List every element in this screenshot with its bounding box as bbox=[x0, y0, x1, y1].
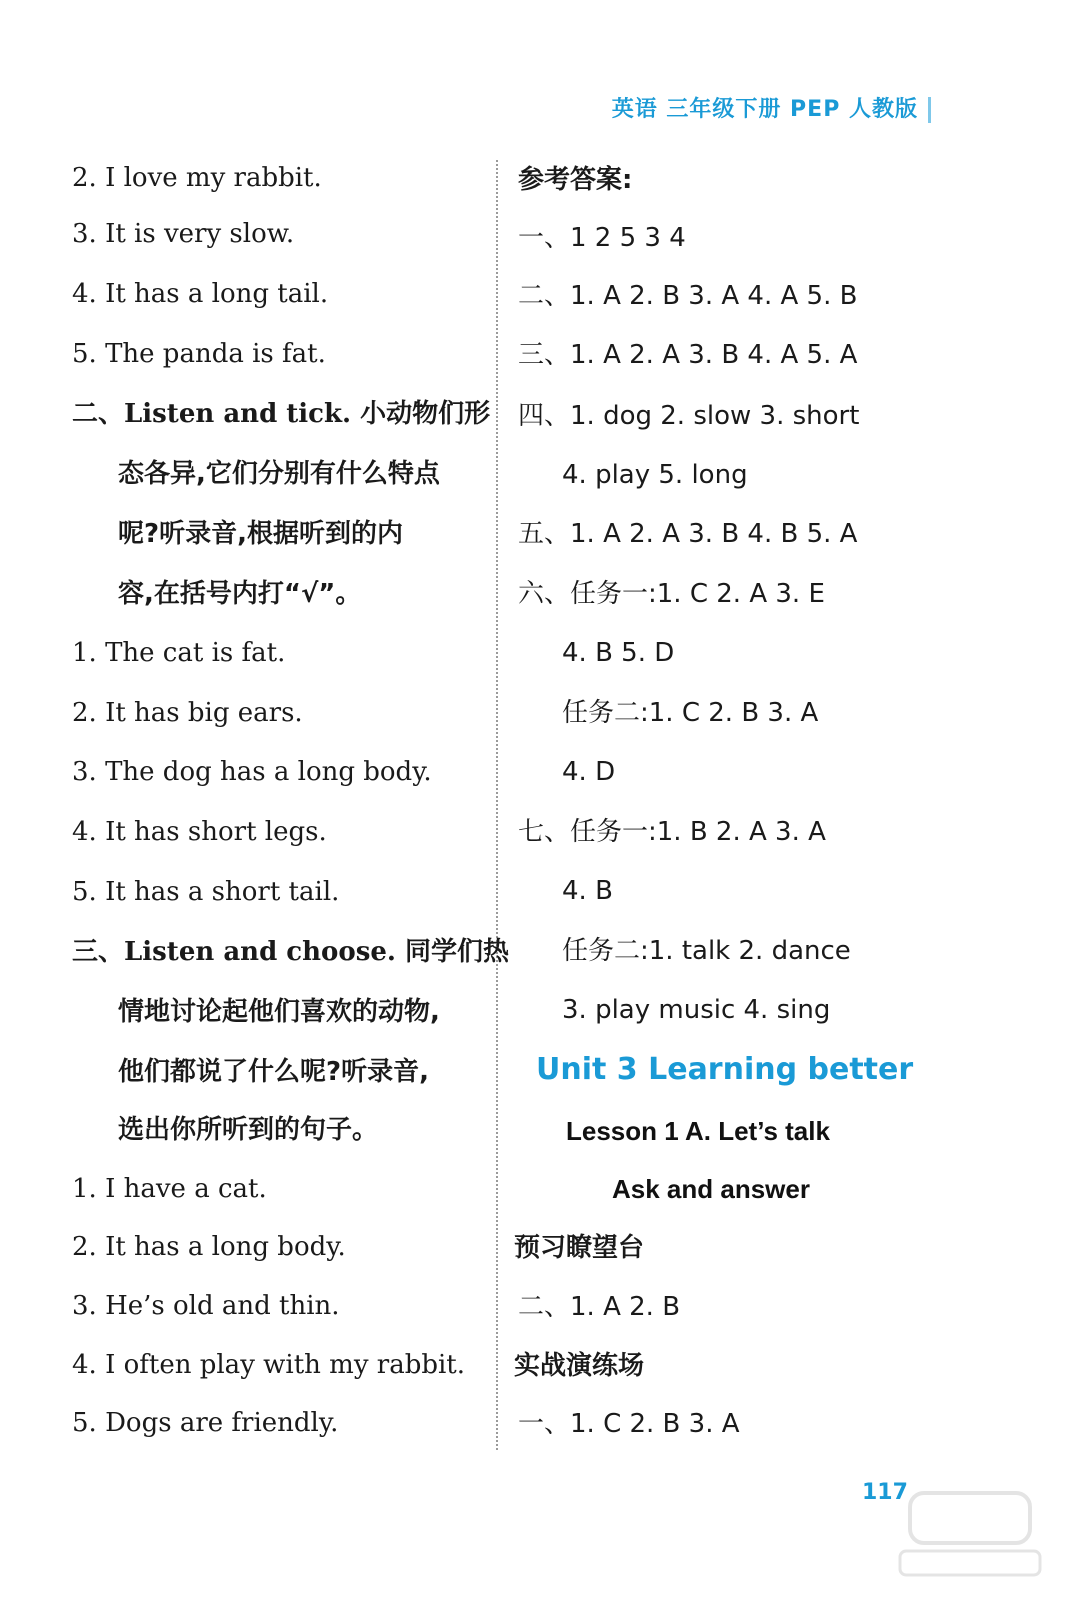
section-3-prefix: 三、 bbox=[72, 937, 125, 967]
section-2-heading bbox=[72, 398, 490, 430]
section-3-desc: 他们都说了什么呢?听录音, bbox=[118, 1057, 429, 1087]
answer-line: 一、1 2 5 3 4 bbox=[518, 223, 686, 253]
left-line: 4. It has short legs. bbox=[72, 817, 327, 847]
left-line: 4. I often play with my rabbit. bbox=[72, 1350, 466, 1380]
column-divider bbox=[496, 160, 498, 1450]
answer-line: 一、1. C 2. B 3. A bbox=[518, 1409, 740, 1439]
preview-title: 预习瞭望台 bbox=[514, 1233, 645, 1263]
section-3-heading bbox=[72, 936, 509, 968]
left-line: 2. It has a long body. bbox=[72, 1232, 346, 1262]
left-line: 3. The dog has a long body. bbox=[72, 757, 432, 787]
left-line: 3. He’s old and thin. bbox=[72, 1291, 340, 1321]
section-3-title: Listen and choose. bbox=[124, 937, 396, 967]
answer-line: 二、1. A 2. B bbox=[518, 1292, 681, 1322]
section-2-title: Listen and tick. bbox=[124, 399, 352, 429]
lesson-subtitle: Ask and answer bbox=[612, 1174, 810, 1204]
answer-line: 3. play music 4. sing bbox=[562, 995, 831, 1025]
answers-title: 参考答案: bbox=[518, 165, 633, 195]
header-text: 英语 三年级下册 PEP 人教版 bbox=[611, 97, 918, 122]
answer-line: 六、任务一:1. C 2. A 3. E bbox=[518, 579, 825, 609]
header-bar bbox=[928, 97, 931, 123]
left-line: 5. It has a short tail. bbox=[72, 877, 340, 907]
section-3-desc: 选出你所听到的句子。 bbox=[118, 1115, 379, 1145]
watermark-logo-icon bbox=[890, 1485, 1050, 1585]
answer-line: 任务二:1. C 2. B 3. A bbox=[562, 698, 819, 728]
answer-line: 二、1. A 2. B 3. A 4. A 5. B bbox=[518, 281, 858, 311]
answer-line: 4. play 5. long bbox=[562, 460, 748, 490]
left-line: 3. It is very slow. bbox=[72, 219, 295, 249]
left-line: 1. The cat is fat. bbox=[72, 638, 286, 668]
answer-line: 五、1. A 2. A 3. B 4. B 5. A bbox=[518, 519, 858, 549]
left-line: 5. The panda is fat. bbox=[72, 339, 326, 369]
left-line: 5. Dogs are friendly. bbox=[72, 1408, 339, 1438]
answer-line: 任务二:1. talk 2. dance bbox=[562, 936, 851, 966]
page-number: 117 bbox=[862, 1480, 908, 1505]
page-header bbox=[612, 92, 931, 123]
lesson-title: Lesson 1 A. Let’s talk bbox=[566, 1116, 830, 1146]
answer-line: 三、1. A 2. A 3. B 4. A 5. A bbox=[518, 340, 858, 370]
unit-title: Unit 3 Learning better bbox=[536, 1052, 914, 1087]
section-2-desc: 态各异,它们分别有什么特点 bbox=[118, 459, 440, 489]
section-2-prefix: 二、 bbox=[72, 399, 125, 429]
section-2-desc: 容,在括号内打“√”。 bbox=[118, 579, 362, 609]
section-3-desc: 同学们热 bbox=[405, 937, 510, 967]
answer-line: 4. D bbox=[562, 757, 616, 787]
answer-line: 4. B bbox=[562, 876, 613, 906]
left-line: 2. It has big ears. bbox=[72, 698, 303, 728]
left-line: 1. I have a cat. bbox=[72, 1174, 267, 1204]
left-line: 4. It has a long tail. bbox=[72, 279, 329, 309]
left-line: 2. I love my rabbit. bbox=[72, 163, 322, 193]
section-3-desc: 情地讨论起他们喜欢的动物, bbox=[118, 997, 440, 1027]
answer-line: 4. B 5. D bbox=[562, 638, 675, 668]
section-2-desc: 小动物们形 bbox=[360, 399, 491, 429]
practice-title: 实战演练场 bbox=[514, 1351, 645, 1381]
answer-line: 四、1. dog 2. slow 3. short bbox=[518, 401, 860, 431]
answer-line: 七、任务一:1. B 2. A 3. A bbox=[518, 817, 826, 847]
section-2-desc: 呢?听录音,根据听到的内 bbox=[118, 519, 403, 549]
